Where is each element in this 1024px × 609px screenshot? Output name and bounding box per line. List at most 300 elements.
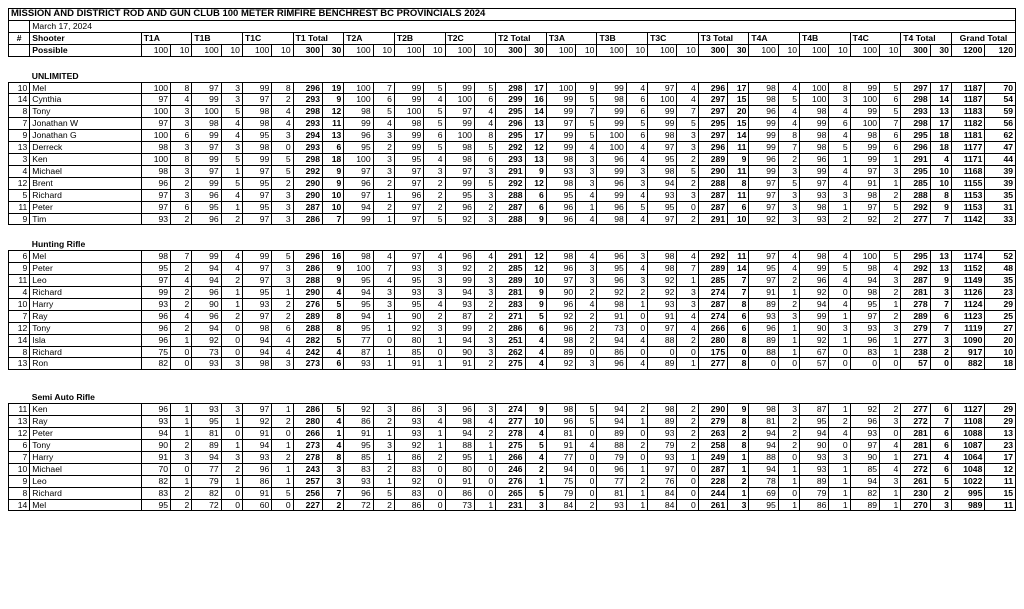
score-cell: 93 — [850, 428, 879, 440]
score-cell: 295 — [496, 130, 525, 142]
score-cell: 35 — [985, 275, 1016, 287]
shooter-number: 9 — [9, 475, 30, 487]
score-cell: 27 — [985, 322, 1016, 334]
score-cell: 280 — [698, 334, 727, 346]
score-cell: 10 — [322, 189, 343, 201]
score-cell: 1 — [272, 287, 293, 299]
score-cell: 17 — [728, 82, 749, 94]
score-cell: 3 — [474, 346, 495, 358]
table-row — [9, 130, 1016, 142]
score-cell: 1 — [322, 428, 343, 440]
score-cell: 5 — [272, 153, 293, 165]
score-cell: 99 — [749, 142, 778, 154]
score-cell: 4 — [322, 440, 343, 452]
score-cell: 292 — [901, 201, 930, 213]
category-gap — [9, 56, 1016, 71]
col-header-t2-total: T2 Total — [496, 32, 547, 44]
score-cell: 0 — [576, 346, 597, 358]
shooter-number: 7 — [9, 310, 30, 322]
score-cell: 291 — [901, 153, 930, 165]
score-cell: 0 — [728, 346, 749, 358]
score-cell: 6 — [880, 142, 901, 154]
score-cell: 8 — [474, 130, 495, 142]
score-cell: 92 — [394, 475, 423, 487]
score-cell: 4 — [424, 416, 445, 428]
table-row — [9, 499, 1016, 511]
score-cell: 97 — [749, 177, 778, 189]
score-cell: 98 — [546, 153, 575, 165]
score-cell: 11 — [322, 118, 343, 130]
score-cell: 14 — [728, 130, 749, 142]
score-cell: 77 — [597, 475, 626, 487]
score-cell: 92 — [648, 287, 677, 299]
score-cell: 287 — [293, 201, 322, 213]
score-cell: 89 — [546, 346, 575, 358]
score-cell: 89 — [192, 440, 221, 452]
score-cell: 99 — [242, 82, 271, 94]
score-cell: 97 — [850, 201, 879, 213]
score-cell: 98 — [800, 142, 829, 154]
score-cell: 1 — [728, 451, 749, 463]
score-cell: 3 — [221, 358, 242, 370]
score-cell: 94 — [192, 275, 221, 287]
score-cell: 274 — [698, 310, 727, 322]
score-cell: 6 — [829, 118, 850, 130]
score-cell: 5 — [221, 177, 242, 189]
score-cell: 1 — [272, 463, 293, 475]
score-cell: 0 — [626, 428, 647, 440]
score-cell: 0 — [626, 310, 647, 322]
score-cell: 82 — [141, 358, 170, 370]
score-cell: 92 — [344, 404, 373, 416]
score-cell: 293 — [293, 118, 322, 130]
score-cell: 2 — [525, 463, 546, 475]
score-cell: 4 — [424, 298, 445, 310]
score-cell: 4 — [829, 106, 850, 118]
table-row — [9, 213, 1016, 225]
score-cell: 4 — [272, 118, 293, 130]
score-cell: 7 — [728, 287, 749, 299]
score-cell: 95 — [445, 189, 474, 201]
score-cell: 5 — [576, 416, 597, 428]
score-cell: 1 — [728, 463, 749, 475]
score-cell: 96 — [242, 463, 271, 475]
score-cell: 96 — [546, 416, 575, 428]
score-cell: 6 — [930, 310, 951, 322]
score-cell: 297 — [698, 106, 727, 118]
score-cell: 9 — [322, 263, 343, 275]
score-cell: 262 — [496, 346, 525, 358]
score-cell: 95 — [242, 177, 271, 189]
score-cell: 6 — [880, 94, 901, 106]
score-cell: 97 — [344, 189, 373, 201]
score-cell: 272 — [901, 463, 930, 475]
score-cell: 1 — [829, 463, 850, 475]
score-cell: 1 — [221, 298, 242, 310]
score-cell: 1 — [880, 177, 901, 189]
score-cell: 0 — [880, 428, 901, 440]
score-cell: 298 — [293, 106, 322, 118]
score-cell: 100 — [850, 251, 879, 263]
col-header-t1c: T1C — [242, 32, 293, 44]
table-row — [9, 346, 1016, 358]
score-cell: 83 — [141, 487, 170, 499]
score-cell: 99 — [648, 106, 677, 118]
score-cell: 1 — [880, 298, 901, 310]
score-cell: 99 — [192, 251, 221, 263]
score-cell: 4 — [778, 263, 799, 275]
score-cell: 3 — [373, 153, 394, 165]
score-cell: 278 — [901, 298, 930, 310]
score-cell: 93 — [445, 298, 474, 310]
score-cell: 95 — [648, 201, 677, 213]
score-cell: 92 — [394, 322, 423, 334]
score-cell: 13 — [525, 118, 546, 130]
score-cell: 5 — [525, 310, 546, 322]
score-cell: 289 — [496, 275, 525, 287]
shooter-name: Ron — [30, 358, 141, 370]
shooter-name: Jonathan W — [30, 118, 141, 130]
score-cell: 93 — [546, 165, 575, 177]
score-cell: 97 — [242, 404, 271, 416]
score-cell: 93 — [800, 463, 829, 475]
score-cell: 0 — [373, 334, 394, 346]
score-cell: 79 — [192, 475, 221, 487]
shooter-number: 9 — [9, 213, 30, 225]
score-cell: 6 — [272, 322, 293, 334]
score-cell: 9 — [728, 153, 749, 165]
score-cell: 96 — [344, 130, 373, 142]
score-cell: 1123 — [951, 310, 984, 322]
score-cell: 280 — [293, 416, 322, 428]
table-row — [9, 487, 1016, 499]
score-cell: 1174 — [951, 251, 984, 263]
score-cell: 292 — [901, 263, 930, 275]
score-cell: 94 — [445, 428, 474, 440]
header-row — [9, 32, 1016, 44]
score-cell: 2 — [272, 310, 293, 322]
score-cell: 92 — [648, 275, 677, 287]
score-cell: 94 — [546, 463, 575, 475]
score-cell: 99 — [546, 94, 575, 106]
score-cell: 5 — [322, 334, 343, 346]
score-cell: 2 — [272, 177, 293, 189]
score-cell: 94 — [749, 428, 778, 440]
score-cell: 2 — [930, 487, 951, 499]
score-cell: 2 — [778, 298, 799, 310]
score-cell: 5 — [829, 263, 850, 275]
score-cell: 3 — [778, 165, 799, 177]
score-cell: 2 — [728, 428, 749, 440]
possible-value: 10 — [221, 44, 242, 56]
score-cell: 94 — [749, 463, 778, 475]
shooter-number: 13 — [9, 142, 30, 154]
shooter-name: Peter — [30, 201, 141, 213]
score-cell: 3 — [474, 334, 495, 346]
score-cell: 2 — [474, 263, 495, 275]
score-cell: 0 — [424, 487, 445, 499]
score-cell: 293 — [293, 94, 322, 106]
col-header-grand-total: Grand Total — [951, 32, 1015, 44]
score-cell: 91 — [749, 287, 778, 299]
score-cell: 4 — [880, 263, 901, 275]
score-cell: 54 — [985, 94, 1016, 106]
score-cell: 73 — [597, 322, 626, 334]
score-cell: 4 — [272, 106, 293, 118]
score-cell: 4 — [424, 251, 445, 263]
score-cell: 99 — [445, 322, 474, 334]
score-cell: 2 — [880, 213, 901, 225]
score-cell: 81 — [192, 428, 221, 440]
possible-value: 10 — [880, 44, 901, 56]
score-cell: 98 — [242, 118, 271, 130]
score-cell: 5 — [373, 487, 394, 499]
score-cell: 92 — [800, 334, 829, 346]
score-cell: 4 — [525, 346, 546, 358]
score-cell: 99 — [192, 177, 221, 189]
score-cell: 13 — [525, 153, 546, 165]
score-cell: 1 — [576, 201, 597, 213]
score-cell: 4 — [829, 275, 850, 287]
score-cell: 249 — [698, 451, 727, 463]
score-cell: 97 — [192, 165, 221, 177]
score-cell: 99 — [597, 165, 626, 177]
score-cell: 93 — [141, 213, 170, 225]
score-cell: 5 — [322, 298, 343, 310]
score-cell: 95 — [344, 440, 373, 452]
possible-value: 100 — [242, 44, 271, 56]
score-cell: 3 — [930, 499, 951, 511]
score-cell: 1142 — [951, 213, 984, 225]
score-cell: 1 — [880, 499, 901, 511]
score-cell: 1 — [373, 310, 394, 322]
score-cell: 1127 — [951, 404, 984, 416]
score-cell: 7 — [930, 213, 951, 225]
shooter-number: 11 — [9, 404, 30, 416]
score-cell: 1 — [829, 153, 850, 165]
score-cell: 7 — [576, 106, 597, 118]
shooter-name: Michael — [30, 165, 141, 177]
shooter-number: 12 — [9, 428, 30, 440]
score-cell: 4 — [221, 251, 242, 263]
score-cell: 14 — [930, 94, 951, 106]
score-cell: 1124 — [951, 298, 984, 310]
score-cell: 273 — [293, 358, 322, 370]
score-cell: 3 — [322, 463, 343, 475]
score-cell: 83 — [394, 463, 423, 475]
score-cell: 100 — [546, 82, 575, 94]
score-cell: 79 — [648, 440, 677, 452]
score-cell: 276 — [293, 298, 322, 310]
score-cell: 1 — [880, 487, 901, 499]
score-cell: 77 — [192, 463, 221, 475]
score-cell: 98 — [850, 130, 879, 142]
score-cell: 44 — [985, 153, 1016, 165]
score-cell: 89 — [850, 499, 879, 511]
score-cell: 3 — [626, 177, 647, 189]
score-cell: 1 — [424, 440, 445, 452]
score-cell: 3 — [373, 298, 394, 310]
score-cell: 4 — [626, 213, 647, 225]
score-cell: 0 — [829, 287, 850, 299]
score-cell: 9 — [322, 165, 343, 177]
score-cell: 95 — [242, 130, 271, 142]
score-cell: 1153 — [951, 201, 984, 213]
score-cell: 98 — [749, 82, 778, 94]
score-cell: 2 — [474, 322, 495, 334]
score-cell: 8 — [728, 358, 749, 370]
score-cell: 8 — [930, 189, 951, 201]
score-cell: 2 — [373, 499, 394, 511]
results-sheet — [8, 8, 1016, 511]
score-cell: 7 — [930, 298, 951, 310]
score-cell: 4 — [626, 358, 647, 370]
score-cell: 6 — [322, 358, 343, 370]
score-cell: 1 — [373, 346, 394, 358]
score-cell: 4 — [576, 213, 597, 225]
score-cell: 56 — [985, 118, 1016, 130]
shooter-name: Ken — [30, 153, 141, 165]
score-cell: 7 — [171, 251, 192, 263]
shooter-name: Cynthia — [30, 94, 141, 106]
score-cell: 99 — [394, 130, 423, 142]
score-cell: 5 — [221, 106, 242, 118]
results-table — [8, 8, 1016, 511]
shooter-number: 3 — [9, 153, 30, 165]
score-cell: 2 — [424, 189, 445, 201]
score-cell: 1 — [778, 463, 799, 475]
score-cell: 0 — [930, 358, 951, 370]
score-cell: 2 — [221, 213, 242, 225]
score-cell: 4 — [626, 82, 647, 94]
score-cell: 0 — [576, 475, 597, 487]
score-cell: 296 — [293, 251, 322, 263]
score-cell: 91 — [445, 475, 474, 487]
score-cell: 3 — [880, 416, 901, 428]
score-cell: 1 — [424, 358, 445, 370]
score-cell: 231 — [496, 499, 525, 511]
score-cell: 5 — [525, 440, 546, 452]
score-cell: 0 — [221, 346, 242, 358]
score-cell: 5 — [880, 82, 901, 94]
table-row — [9, 310, 1016, 322]
score-cell: 2 — [272, 451, 293, 463]
score-cell: 292 — [293, 165, 322, 177]
score-cell: 2 — [171, 213, 192, 225]
category-name: Semi Auto Rifle — [31, 392, 95, 403]
score-cell: 98 — [394, 118, 423, 130]
score-cell: 14 — [525, 106, 546, 118]
score-cell: 4 — [778, 118, 799, 130]
score-cell: 94 — [445, 287, 474, 299]
table-row — [9, 451, 1016, 463]
shooter-number: 12 — [9, 322, 30, 334]
score-cell: 2 — [171, 499, 192, 511]
score-cell: 60 — [242, 499, 271, 511]
score-cell: 95 — [344, 142, 373, 154]
score-cell: 96 — [850, 416, 879, 428]
score-cell: 9 — [322, 94, 343, 106]
shooter-number: 14 — [9, 334, 30, 346]
score-cell: 92 — [445, 263, 474, 275]
table-row — [9, 201, 1016, 213]
score-cell: 93 — [192, 358, 221, 370]
score-cell: 94 — [597, 416, 626, 428]
score-cell: 98 — [648, 404, 677, 416]
score-cell: 286 — [496, 322, 525, 334]
score-cell: 3 — [272, 189, 293, 201]
score-cell: 98 — [445, 142, 474, 154]
score-cell: 6 — [626, 106, 647, 118]
score-cell: 4 — [576, 440, 597, 452]
score-cell: 2 — [171, 322, 192, 334]
score-cell: 5 — [424, 82, 445, 94]
score-cell: 4 — [829, 298, 850, 310]
score-cell: 5 — [576, 130, 597, 142]
category-header — [9, 239, 1016, 250]
score-cell: 290 — [698, 165, 727, 177]
score-cell: 82 — [850, 487, 879, 499]
score-cell: 1152 — [951, 263, 984, 275]
score-cell: 6 — [171, 201, 192, 213]
score-cell: 94 — [192, 451, 221, 463]
score-cell: 5 — [576, 404, 597, 416]
score-cell: 93 — [800, 189, 829, 201]
score-cell: 1 — [677, 451, 698, 463]
score-cell: 270 — [901, 499, 930, 511]
score-cell: 3 — [626, 251, 647, 263]
score-cell: 293 — [496, 153, 525, 165]
score-cell: 4 — [880, 440, 901, 452]
score-cell: 293 — [293, 142, 322, 154]
score-cell: 96 — [445, 251, 474, 263]
score-cell: 286 — [293, 213, 322, 225]
score-cell: 14 — [728, 263, 749, 275]
shooter-name: Tim — [30, 213, 141, 225]
score-cell: 4 — [525, 451, 546, 463]
score-cell: 97 — [800, 177, 829, 189]
table-row — [9, 404, 1016, 416]
score-cell: 287 — [698, 463, 727, 475]
score-cell: 287 — [901, 275, 930, 287]
score-cell: 94 — [192, 322, 221, 334]
score-cell: 98 — [800, 201, 829, 213]
score-cell: 2 — [880, 189, 901, 201]
score-cell: 95 — [597, 263, 626, 275]
score-cell: 97 — [141, 94, 170, 106]
score-cell: 1183 — [951, 106, 984, 118]
score-cell: 277 — [901, 334, 930, 346]
score-cell: 69 — [749, 487, 778, 499]
score-cell: 93 — [800, 213, 829, 225]
score-cell: 989 — [951, 499, 984, 511]
score-cell: 97 — [445, 106, 474, 118]
score-cell: 3 — [272, 130, 293, 142]
score-cell: 99 — [445, 118, 474, 130]
score-cell: 1 — [373, 322, 394, 334]
score-cell: 100 — [800, 82, 829, 94]
score-cell: 289 — [901, 310, 930, 322]
score-cell: 3 — [778, 189, 799, 201]
score-cell: 11 — [728, 189, 749, 201]
score-cell: 6 — [880, 130, 901, 142]
category-name: Hunting Rifle — [31, 239, 86, 250]
score-cell: 3 — [272, 358, 293, 370]
score-cell: 2 — [322, 499, 343, 511]
score-cell: 2 — [829, 416, 850, 428]
score-cell: 287 — [496, 201, 525, 213]
score-cell: 10 — [322, 201, 343, 213]
